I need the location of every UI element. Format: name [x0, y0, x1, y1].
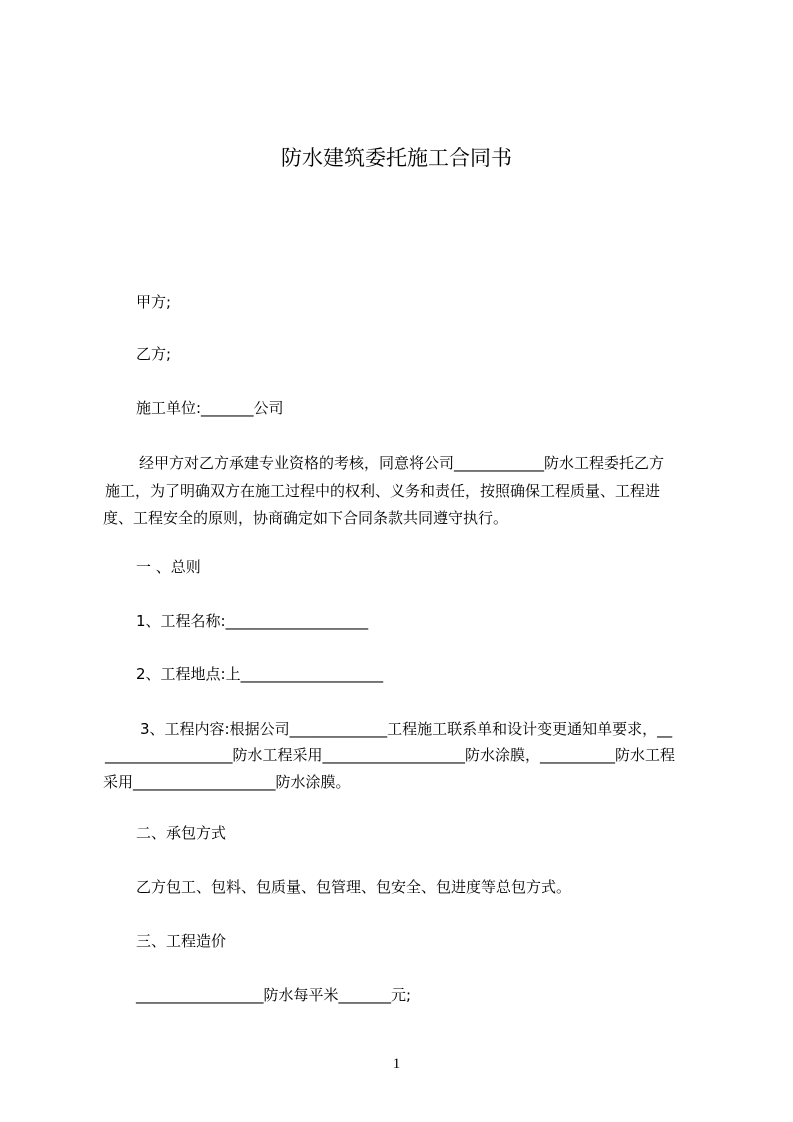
construction-unit-line: 施工单位:_______公司: [136, 399, 284, 417]
intro-paragraph-line-3: 度、工程安全的原则，协商确定如下合同条款共同遵守执行。: [103, 509, 509, 527]
project-content-line-1: 3、工程内容:根据公司_____________工程施工联系单和设计变更通知单要求，__: [140, 720, 673, 738]
section-heading-contract-mode: 二、承包方式: [136, 824, 227, 842]
intro-paragraph-line-2: 施工，为了明确双方在施工过程中的权利、义务和责任，按照确保工程质量、工程进: [105, 482, 661, 500]
contract-mode-line: 乙方包工、包料、包质量、包管理、包安全、包进度等总包方式。: [136, 878, 572, 896]
project-name-line: 1、工程名称:___________________: [136, 612, 369, 630]
section-heading-general: 一 、总则: [136, 558, 201, 576]
party-a-line: 甲方;: [136, 293, 172, 311]
project-content-line-2: _________________防水工程采用___________________防水涂膜，__________防水工程: [105, 746, 676, 764]
document-title: 防水建筑委托施工合同书: [281, 146, 512, 170]
cost-line: _________________防水每平米_______元;: [136, 986, 412, 1004]
project-location-line: 2、工程地点:上___________________: [136, 665, 384, 683]
project-content-line-3: 采用___________________防水涂膜。: [103, 773, 351, 791]
intro-paragraph-line-1: 经甲方对乙方承建专业资格的考核，同意将公司____________防水工程委托乙方: [139, 454, 665, 472]
section-heading-cost: 三、工程造价: [136, 932, 227, 950]
party-b-line: 乙方;: [136, 345, 172, 363]
page-number: 1: [392, 1056, 401, 1072]
